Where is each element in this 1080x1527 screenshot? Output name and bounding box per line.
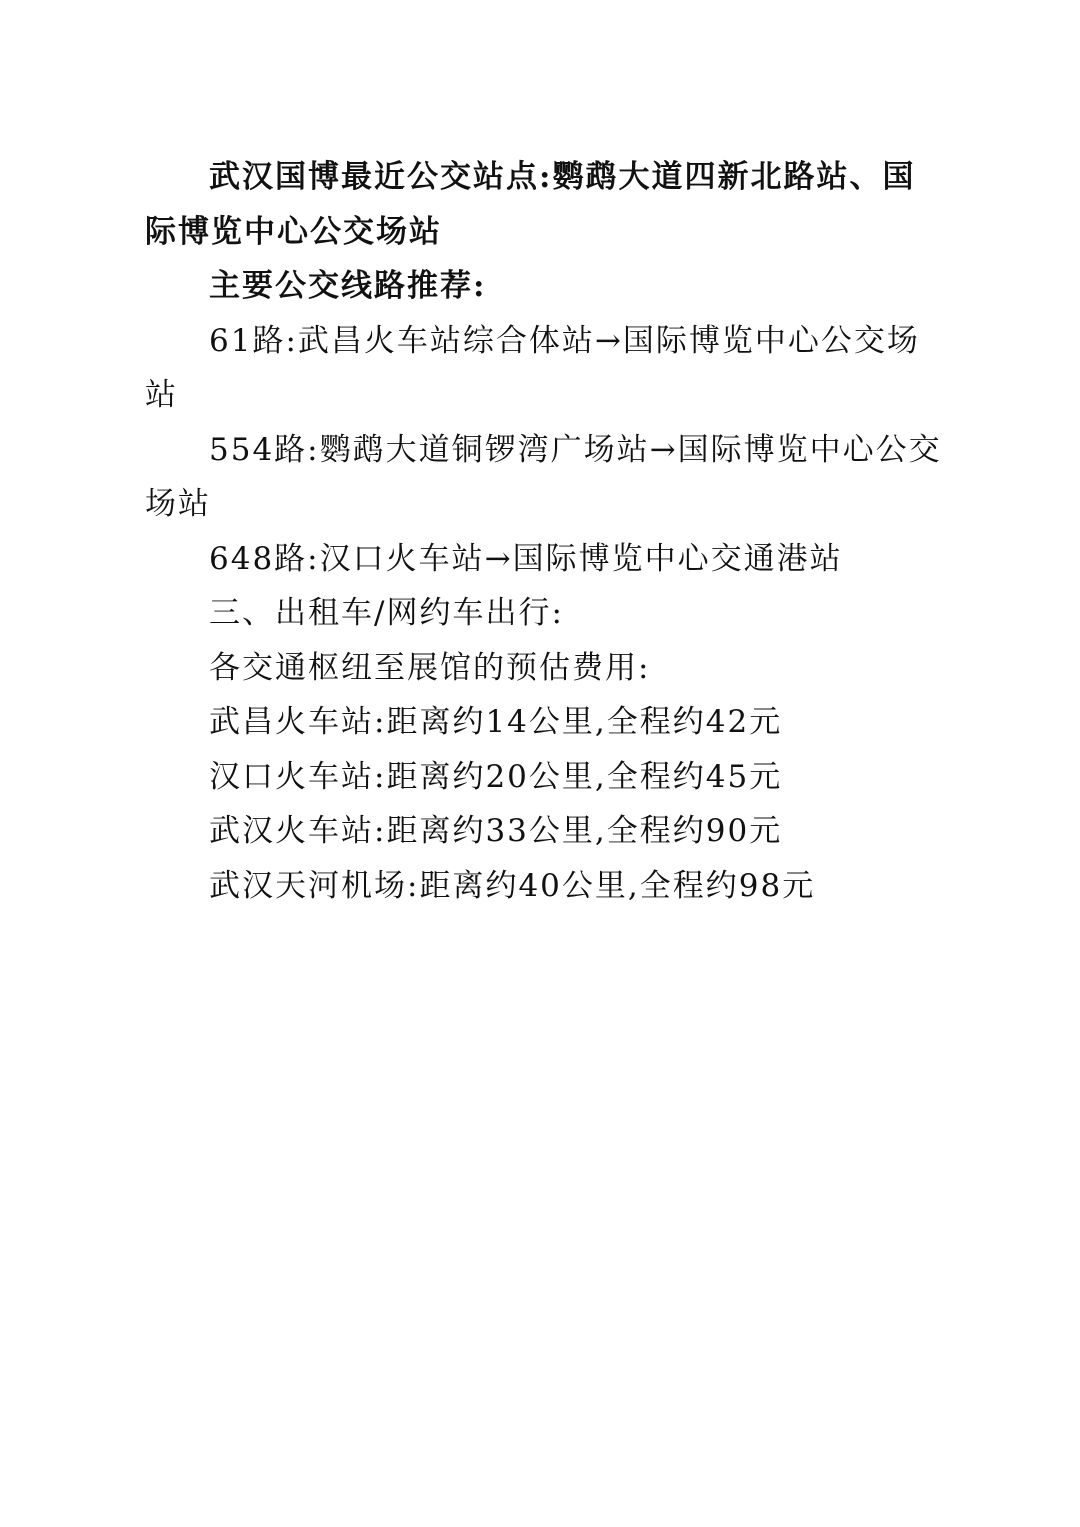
bus-stop-paragraph: 武汉国博最近公交站点:鹦鹉大道四新北路站、国际博览中心公交场站 xyxy=(145,159,916,250)
bus-route-648: 648路:汉口火车站→国际博览中心交通港站 xyxy=(209,540,843,577)
document-body xyxy=(145,150,945,913)
fare-wuchang-station: 武昌火车站:距离约14公里,全程约42元 xyxy=(209,704,783,740)
fare-hankou-station: 汉口火车站:距离约20公里,全程约45元 xyxy=(209,758,783,795)
bus-route-61: 61路:武昌火车站综合体站→国际博览中心公交场站 xyxy=(145,322,920,413)
taxi-section-heading: 三、出租车/网约车出行: xyxy=(209,595,564,631)
bus-route-554: 554路:鹦鹉大道铜锣湾广场站→国际博览中心公交场站 xyxy=(145,431,942,522)
fare-tianhe-airport: 武汉天河机场:距离约40公里,全程约98元 xyxy=(209,867,816,904)
taxi-fares-intro: 各交通枢纽至展馆的预估费用: xyxy=(209,649,651,686)
fare-wuhan-station: 武汉火车站:距离约33公里,全程约90元 xyxy=(209,813,783,849)
bus-routes-heading: 主要公交线路推荐: xyxy=(209,268,487,304)
